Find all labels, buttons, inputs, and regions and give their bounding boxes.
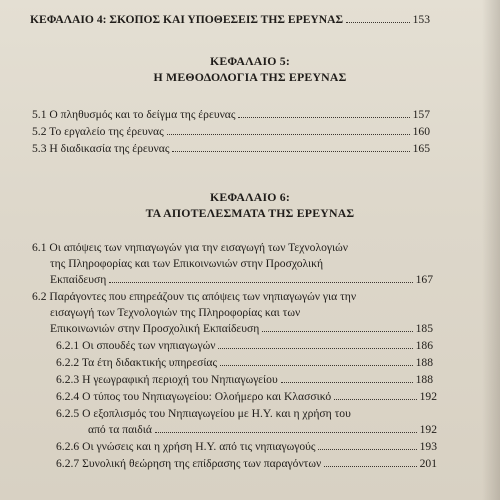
toc-entry-label: 6.2.4 Ο τύπος του Νηπιαγωγείου: Ολοήμερο και Κλασσικό [56,390,332,403]
page-number: 157 [412,108,430,121]
dot-leader [109,282,412,283]
toc-entry-label: Επικοινωνιών στην Προσχολική Εκπαίδευση [50,322,260,335]
page-number: 185 [415,322,433,335]
toc-entry-6-2-line-2[interactable]: εισαγωγή των Τεχνολογιών της Πληροφορίας και των [50,306,301,319]
toc-entry-5-3[interactable] [32,142,430,156]
dot-leader [346,22,409,23]
toc-entry-6-1-line-2[interactable]: της Πληροφορίας και των Επικοινωνιών στην Προσχολική [50,257,324,270]
toc-entry-6-2-7[interactable] [56,457,437,471]
chapter-5-heading-title: Η ΜΕΘΟΔΟΛΟΓΙΑ ΤΗΣ ΕΡΕΥΝΑΣ [153,70,347,84]
dot-leader [318,449,416,450]
dot-leader [334,399,416,400]
dot-leader [155,432,417,433]
dot-leader [167,134,410,135]
toc-entry-6-2-5[interactable] [88,423,437,437]
page-number: 192 [419,390,437,403]
dot-leader [238,117,409,118]
toc-entry-6-2-6[interactable] [56,440,437,454]
toc-entry-6-2-5-line-1[interactable]: 6.2.5 Ο εξοπλισμός του Νηπιαγωγείου με Η.Υ. και η χρήση του [56,407,351,420]
toc-entry-label: 6.2.1 Οι σπουδές των νηπιαγωγών [56,339,216,352]
toc-entry-label: 6.2.2 Τα έτη διδακτικής υπηρεσίας [56,356,218,369]
toc-entry-label: 5.2 Το εργαλείο της έρευνας [32,125,164,138]
toc-entry-label: 6.2.7 Συνολική θεώρηση της επίδρασης των παραγόντων [56,457,322,470]
toc-entry-label: 6.2.6 Οι γνώσεις και η χρήση Η.Υ. από τις νηπιαγωγούς [56,440,316,453]
toc-entry-6-2-4[interactable] [56,390,437,404]
page-number: 153 [412,13,430,26]
chapter-6-heading-number: ΚΕΦΑΛΑΙΟ 6: [209,190,291,204]
toc-entry-6-2-3[interactable] [56,373,433,387]
page-number: 160 [412,125,430,138]
toc-entry-6-2-2[interactable] [56,356,433,370]
toc-entry-6-2-1[interactable] [56,339,433,353]
page-number: 188 [415,356,433,369]
page-number: 165 [412,142,430,155]
toc-entry-label: 5.3 Η διαδικασία της έρευνας [32,142,170,155]
chapter-5-heading-number: ΚΕΦΑΛΑΙΟ 5: [209,54,291,68]
toc-entry-6-1[interactable] [50,273,433,287]
toc-entry-label: 5.1 Ο πληθυσμός και το δείγμα της έρευνας [32,108,236,121]
toc-entry-label: ΚΕΦΑΛΑΙΟ 4: ΣΚΟΠΟΣ ΚΑΙ ΥΠΟΘΕΣΕΙΣ ΤΗΣ ΕΡΕΥΝΑΣ [30,13,344,26]
toc-entry-label: 6.2.3 Η γεωγραφική περιοχή του Νηπιαγωγείου [56,373,278,386]
dot-leader [218,348,412,349]
page-number: 193 [419,440,437,453]
toc-entry-label: από τα παιδιά [88,423,152,436]
toc-entry-6-2[interactable] [50,322,433,336]
dot-leader [324,466,416,467]
toc-entry-chapter-4[interactable] [30,13,430,27]
toc-entry-5-2[interactable] [32,125,430,139]
page-number: 186 [415,339,433,352]
page-number: 188 [415,373,433,386]
toc-entry-6-1-line-1[interactable]: 6.1 Οι απόψεις των νηπιαγωγών για την εισαγωγή των Τεχνολογιών [32,241,348,254]
toc-entry-5-1[interactable] [32,108,430,122]
page-number: 201 [419,457,437,470]
page-number: 167 [415,273,433,286]
dot-leader [262,331,412,332]
dot-leader [172,151,409,152]
dot-leader [281,382,413,383]
toc-entry-label: Εκπαίδευση [50,273,107,286]
chapter-6-heading-title: ΤΑ ΑΠΟΤΕΛΕΣΜΑΤΑ ΤΗΣ ΕΡΕΥΝΑΣ [145,206,355,220]
dot-leader [220,365,413,366]
toc-entry-6-2-line-1[interactable]: 6.2 Παράγοντες που επηρεάζουν τις απόψεις των νηπιαγωγών για την [32,290,357,303]
page-number: 192 [419,423,437,436]
